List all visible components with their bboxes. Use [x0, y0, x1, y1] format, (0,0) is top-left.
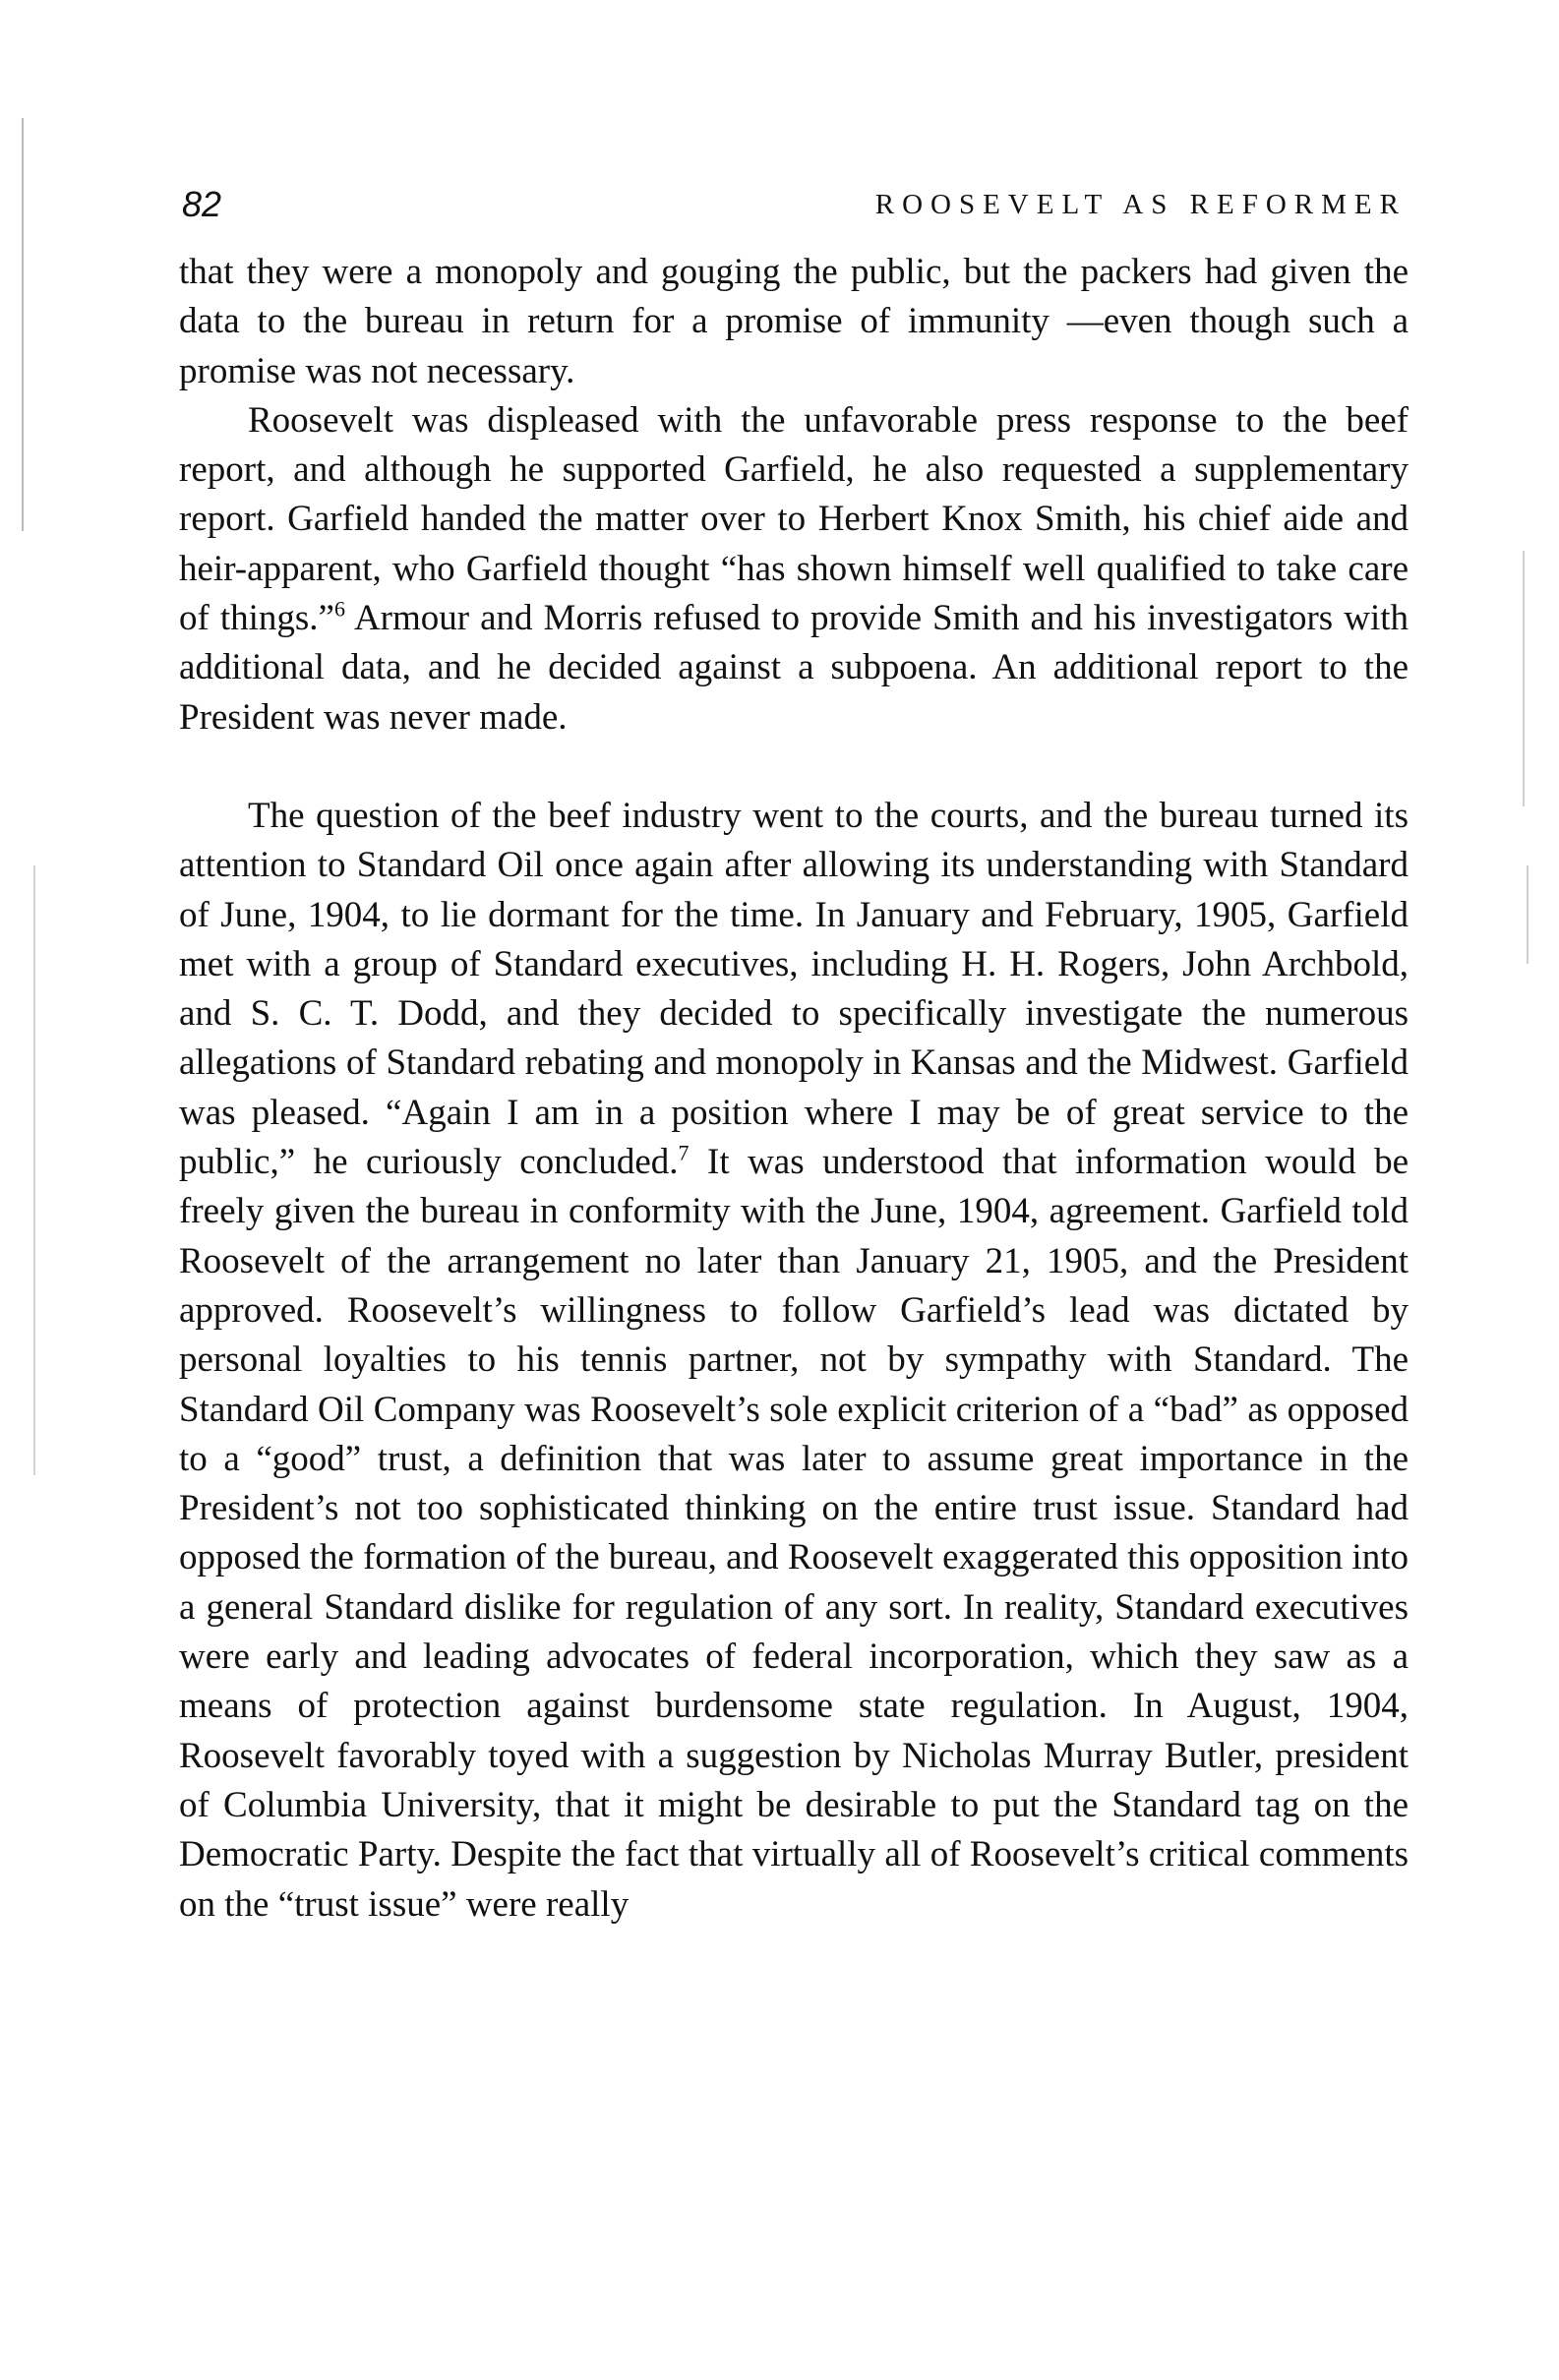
footnote-ref-7: 7 [678, 1140, 690, 1165]
paragraph-2 [179, 396, 1409, 743]
paragraph-2-text-b: Armour and Morris refused to provide Smith and his investigators with additional data, and he decided against a subpoena. An additional report to the President was never made. [179, 598, 1409, 738]
scan-artifact-left-lower [33, 865, 35, 1475]
paragraph-3 [179, 792, 1409, 1930]
scan-artifact-right-lower [1527, 865, 1529, 964]
body-text [179, 248, 1409, 1930]
page-number: 82 [182, 184, 222, 224]
paragraph-1: that they were a monopoly and gouging the public, but the packers had given the data to the bureau in return for a promise of immunity —even though such a promise was not necessary. [179, 252, 1409, 391]
footnote-ref-6: 6 [333, 596, 345, 622]
scan-artifact-left [22, 118, 24, 531]
paragraph-2-text-a: Roosevelt was displeased with the unfavorable press response to the beef report, and although he supported Garfield, he also requested a supplementary report. Garfield handed the matter over to Herbert Knox Smith, his chief aide and heir-apparent, who Garfield thought “has shown himself well qualified to take care of things.” [179, 399, 1409, 639]
paragraph-3-text-a: The question of the beef industry went to the courts, and the bureau turned its attention to Standard Oil once again after allowing its understanding with Standard of June, 1904, to lie dormant for the time. In January and February, 1905, Garfield met with a group of Standard executives, including H. H. Rogers, John Archbold, and S. C. T. Dodd, and they decided to specifically investigate the numerous allegations of Standard rebating and monopoly in Kansas and the Midwest. Garfield was pleased. “Again I am in a position where I may be of great service to the public,” he curiously concluded. [179, 795, 1409, 1183]
scan-artifact-right [1523, 551, 1525, 806]
running-head: ROOSEVELT AS REFORMER [874, 189, 1407, 220]
page-header [182, 175, 1407, 234]
paragraph-3-text-b: It was understood that information would be freely given the bureau in conformity with the June, 1904, agreement. Garfield told Roosevelt of the arrangement no later than January 21, 1905, and the President approved. Roosevelt’s willingness to follow Garfield’s lead was dictated by personal loyalties to his tennis partner, not by sympathy with Standard. The Standard Oil Company was Roosevelt’s sole explicit criterion of a “bad” as opposed to a “good” trust, a definition that was later to assume great importance in the President’s not too sophisticated thinking on the entire trust issue. Standard had opposed the formation of the bureau, and Roosevelt exaggerated this opposition into a general Standard dislike for regulation of any sort. In reality, Standard executives were early and leading advocates of federal incorporation, which they saw as a means of protection against burdensome state regulation. In August, 1904, Roosevelt favorably toyed with a suggestion by Nicholas Murray Butler, president of Columbia University, that it might be desirable to put the Standard tag on the Democratic Party. Despite the fact that virtually all of Roosevelt’s critical comments on the “trust issue” were really [179, 1142, 1409, 1925]
